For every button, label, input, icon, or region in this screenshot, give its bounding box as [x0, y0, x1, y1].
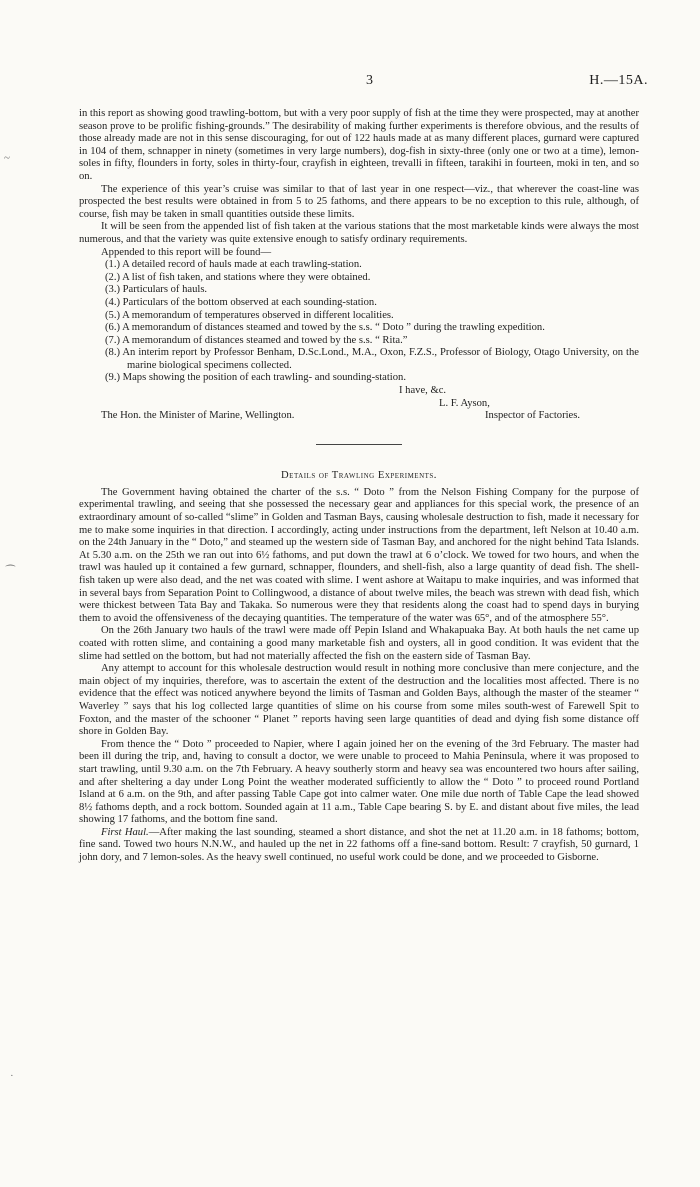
page-header	[0, 75, 700, 93]
section-divider	[316, 444, 402, 445]
paragraph: It will be seen from the appended list of fish taken at the various stations that the most marketable kinds were always the most numerous, and that the variety was quite extensive enough to satisfy ordinary requirements.	[79, 221, 639, 245]
list-item: (7.) A memorandum of distances steamed and towed by the s.s. “ Rita.”	[105, 334, 408, 346]
first-haul-text: —After making the last sounding, steamed a short distance, and shot the net at 11.20 a.m. in 18 fathoms; bottom, fine sand. Towed two hours N.N.W., and hauled up the net in 22 fathoms off a fine-sand bottom. Result: 7 crayfish, 50 gurnard, 1 john dory, and 7 lemon-soles. As the heavy swell continued, no useful work could be done, and we proceeded to Gisborne.	[79, 826, 640, 864]
list-item: (5.) A memorandum of temperatures observed in different localities.	[105, 309, 394, 321]
addressee: The Hon. the Minister of Marine, Wellington.	[101, 410, 295, 422]
paragraph: The experience of this year’s cruise was similar to that of last year in one respect—viz., that wherever the coast-line was prospected the best results were obtained in from 5 to 25 fathoms, and there appears to be no exception to this rule, although, of course, fish may be taken in small quantities outside these limits.	[79, 183, 639, 220]
list-item: (6.) A memorandum of distances steamed and towed by the s.s. “ Doto ” during the trawling expedition.	[105, 322, 545, 334]
page-number: 3	[366, 73, 373, 88]
margin-mark: ⁀	[6, 566, 15, 578]
signatory-name: L. F. Ayson,	[439, 397, 490, 409]
page-body	[79, 108, 639, 865]
list-item: (2.) A list of fish taken, and stations where they were obtained.	[105, 271, 371, 283]
paragraph-first-haul	[79, 827, 639, 865]
list-item: (4.) Particulars of the bottom observed at each sounding-station.	[105, 296, 377, 308]
paragraph: The Government having obtained the charter of the s.s. “ Doto ” from the Nelson Fishing Company for the purpose of experimental trawling, and seeing that she possessed the necessary gear and appliances for this special work, the presence of an extraordinary amount of so-called “slime” in Golden and Tasman Bays, causing wholesale destruction to fish, made it necessary for me to make some inquiries in that direction. I accordingly, acting under instructions from the department, left Nelson at 10.40 a.m. on the 24th January in the “ Doto,” and steamed up the western side of Tasman Bay, and anchored for the night behind Tata Islands. At 5.30 a.m. on the 25th we ran out into 6½ fathoms, and put down the trawl at 6 o’clock. We towed for two hours, and when the trawl was hauled up it contained a few gurnard, schnapper, flounders, and shell-fish, also a large quantity of dead fish. The shell-fish taken up were also dead, and the net was coated with slime. I went ashore at Waitapu to make inquiries, and was informed that in several bays from Separation Point to Collingwood, a distance of about twelve miles, the beach was strewn with dead fish, which were thickest between Tata Bay and Takaka. So numerous were they that residents along the coast had to spend days in burying them to avoid the offensiveness of the decaying quantities. The temperature of the water was 65°, and of the atmosphere 55°.	[79, 486, 639, 624]
first-haul-label: First Haul.	[101, 826, 149, 838]
appendix-list	[79, 259, 639, 385]
paragraph: Any attempt to account for this wholesale destruction would result in nothing more conclusive than mere conjecture, and the main object of my inquiries, therefore, was to ascertain the extent of the destruction and the localities most affected. There is no evidence that the effect was noticed anywhere beyond the limits of Tasman and Golden Bays, although the master of the steamer “ Waverley ” says that his log collected large quantities of slime on his course from some miles south-west of Farewell Spit to Foxton, and the master of the schooner “ Planet ” reports having seen large quantities of dead and dying fish some distance off shore in Golden Bay.	[79, 663, 639, 738]
paragraph: in this report as showing good trawling-bottom, but with a very poor supply of fish at the time they were prospected, may at another season prove to be prolific fishing-grounds.” The desirability of making further experiments is therefore obvious, and the results of those already made are not in this sense discouraging, for out of 122 hauls made at as many different places, gurnard were captured in 104 of them, schnapper in ninety (sometimes in very large numbers), dog-fish in sixty-three (only one or two at a time), lemon-soles in fifty, flounders in forty, soles in thirty-four, crayfish in eighteen, trevalli in fifteen, tarakihi in fourteen, moki in ten, and so on.	[79, 108, 639, 182]
margin-mark: ~	[4, 152, 10, 164]
paragraph: From thence the “ Doto ” proceeded to Napier, where I again joined her on the evening of the 3rd February. The master had been ill during the trip, and, having to consult a doctor, we were unable to proceed to Mahia Peninsula, where it was proposed to start trawling, until 9.30 a.m. on the 7th February. A heavy southerly storm and heavy sea was encountered two hours after sailing, and after sheltering a day under Long Point the weather moderated sufficiently to allow the “ Doto ” to proceed round Portland Island at 6 a.m. on the 9th, and after passing Table Cape got into calmer water. One mile due north of Table Cape the lead showed 8½ fathoms depth, and a rock bottom. Sounded again at 11 a.m., Table Cape bearing S. by E. and distant about five miles, the lead showing 17 fathoms, and the bottom fine sand.	[79, 738, 639, 826]
signature-row	[79, 410, 639, 423]
list-item: (3.) Particulars of hauls.	[105, 284, 208, 296]
list-item: (9.) Maps showing the position of each trawling- and sounding-station.	[105, 372, 406, 384]
list-item: (8.) An interim report by Professor Benham, D.Sc.Lond., M.A., Oxon, F.Z.S., Professor of Biology, Otago University, on the marine biological specimens collected.	[105, 347, 639, 371]
margin-mark: ·	[10, 1070, 14, 1082]
section-heading: Details of Trawling Experiments.	[281, 470, 437, 482]
document-reference: H.—15A.	[589, 73, 648, 88]
paragraph: Appended to this report will be found—	[101, 246, 272, 258]
list-item: (1.) A detailed record of hauls made at each trawling-station.	[105, 259, 362, 271]
signatory-title: Inspector of Factories.	[485, 410, 581, 422]
paragraph: On the 26th January two hauls of the trawl were made off Pepin Island and Whakapuaka Bay. At both hauls the net came up coated with rotten slime, and containing a good many marketable fish and oysters, all in good condition. It was evident that the slime had settled on the bottom, but had not materially affected the fish on the eastern side of Tasman Bay.	[79, 625, 639, 662]
closing-salutation: I have, &c.	[399, 385, 447, 397]
